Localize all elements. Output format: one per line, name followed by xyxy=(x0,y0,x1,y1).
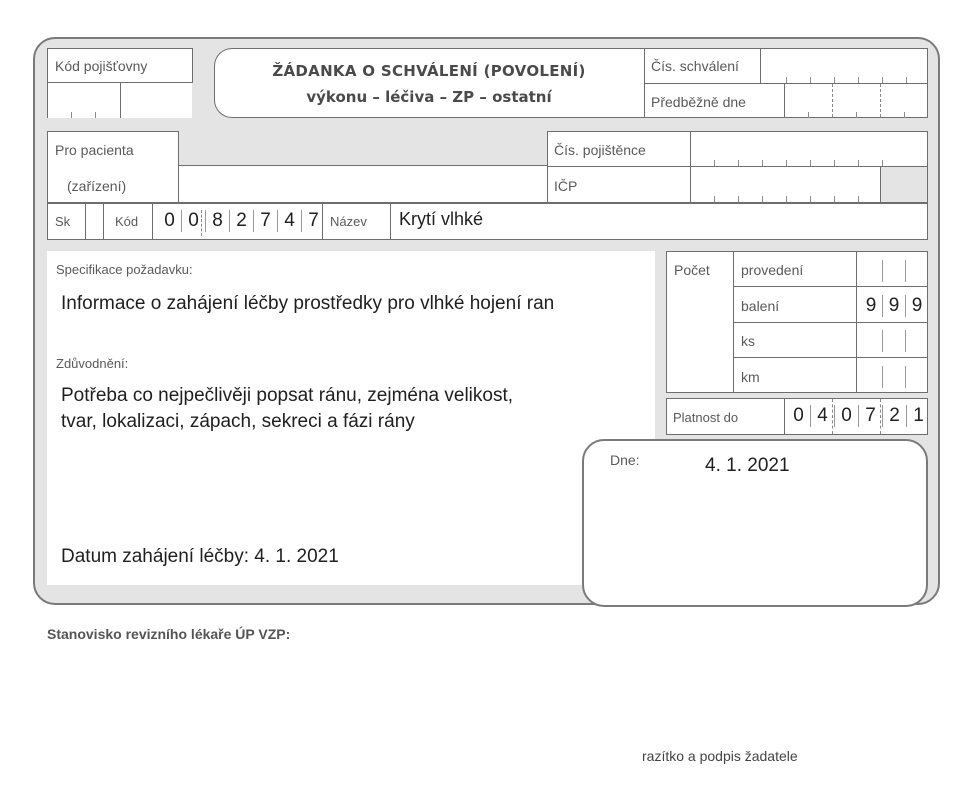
sk-label: Sk xyxy=(55,214,71,229)
digit-cell: 7 xyxy=(308,210,319,231)
for-patient-label: Pro pacienta xyxy=(55,142,134,158)
tick xyxy=(858,160,859,166)
code-label-edge xyxy=(152,203,153,240)
preliminary-days-label: Předběžně dne xyxy=(651,94,746,110)
tick xyxy=(786,160,787,166)
digit-cell: 9 xyxy=(911,295,923,316)
preliminary-cell-edge xyxy=(784,83,785,118)
tick xyxy=(810,196,811,202)
tick xyxy=(786,77,787,83)
tick xyxy=(834,160,835,166)
digit-cell xyxy=(906,260,928,282)
quantity-divider xyxy=(733,357,928,358)
quantity-row-digits xyxy=(860,295,928,317)
digit-cell: 0 xyxy=(158,210,182,232)
approval-cell-edge xyxy=(760,48,761,83)
digit-cell xyxy=(883,366,906,388)
digit-cell: 4 xyxy=(278,210,302,232)
approval-number-label: Čís. schválení xyxy=(651,58,739,74)
signature-label: razítko a podpis žadatele xyxy=(642,748,798,764)
tick xyxy=(810,160,811,166)
digit-cell: 7 xyxy=(859,405,883,427)
tick xyxy=(858,196,859,202)
date-separator xyxy=(832,399,833,434)
quantity-row-digits xyxy=(860,260,928,282)
tick xyxy=(834,77,835,83)
insured-cell-edge xyxy=(690,131,691,203)
date-label: Dne: xyxy=(610,452,640,468)
sk-cell-edge xyxy=(85,203,86,240)
digit-cell xyxy=(906,366,928,388)
form-title: ŽÁDANKA O SCHVÁLENÍ (POVOLENÍ) xyxy=(272,62,586,80)
tick xyxy=(762,160,763,166)
patient-divider xyxy=(178,165,547,166)
digit-cell: 9 xyxy=(883,295,906,317)
tick xyxy=(904,112,905,118)
tick xyxy=(738,196,739,202)
digit-cell: 7 xyxy=(254,210,278,232)
quantity-row-label: km xyxy=(741,369,760,385)
digit-cell xyxy=(906,330,928,352)
digit-cell: 0 xyxy=(835,405,859,427)
insurer-code-cell-edge xyxy=(120,82,121,118)
digit-cell xyxy=(860,366,883,388)
tick xyxy=(714,196,715,202)
digit-cell xyxy=(860,330,883,352)
sk-value-edge xyxy=(103,203,104,240)
icp-label: IČP xyxy=(554,178,578,194)
insured-divider xyxy=(547,166,928,167)
facility-label: (zařízení) xyxy=(67,178,127,194)
digit-cell: 0 xyxy=(787,405,811,427)
treatment-start-date: Datum zahájení léčby: 4. 1. 2021 xyxy=(61,546,339,567)
date-separator xyxy=(880,84,881,117)
count-label: Počet xyxy=(674,262,710,278)
tick xyxy=(808,112,809,118)
item-name-value[interactable]: Krytí vlhké xyxy=(399,209,484,229)
justification-line-1: Potřeba co nejpečlivěji popsat ránu, zejména velikost, xyxy=(61,385,514,406)
tick xyxy=(762,196,763,202)
valid-until-label: Platnost do xyxy=(673,410,739,425)
specification-text: Informace o zahájení léčby prostředky pro vlhké hojení ran xyxy=(61,293,555,314)
title-box xyxy=(214,48,644,118)
insured-number-label: Čís. pojištěnce xyxy=(554,142,646,158)
tick xyxy=(856,112,857,118)
quantity-divider xyxy=(733,286,928,287)
code-label: Kód xyxy=(115,214,139,229)
digit-cell: 8 xyxy=(206,210,230,232)
digit-cell: 4 xyxy=(811,405,835,427)
tick xyxy=(786,196,787,202)
specification-label: Specifikace požadavku: xyxy=(56,262,193,277)
date-separator xyxy=(880,399,881,434)
tick xyxy=(95,112,96,118)
valid-until-digits xyxy=(787,405,930,427)
tick xyxy=(858,77,859,83)
form-subtitle: výkonu – léčiva – ZP – ostatní xyxy=(306,88,552,106)
insurer-code-label: Kód pojišťovny xyxy=(55,58,148,74)
justification-line-2: tvar, lokalizaci, zápach, sekreci a fázi rány xyxy=(61,411,415,432)
icp-gap xyxy=(881,167,927,202)
valid-until-label-edge xyxy=(784,398,785,435)
digit-cell: 9 xyxy=(860,295,883,317)
digit-cell: 0 xyxy=(182,210,206,232)
digit-cell: 1 xyxy=(913,405,924,426)
digit-cell xyxy=(883,330,906,352)
digit-cell: 2 xyxy=(883,405,907,427)
digit-cell xyxy=(860,260,883,282)
reviewer-opinion-label: Stanovisko revizního lékaře ÚP VZP: xyxy=(47,626,291,642)
quantity-divider xyxy=(733,322,928,323)
tick xyxy=(906,77,907,83)
tick xyxy=(738,160,739,166)
tick xyxy=(71,112,72,118)
code-digits xyxy=(158,210,325,232)
digit-cell: 2 xyxy=(230,210,254,232)
date-value: 4. 1. 2021 xyxy=(705,455,790,476)
justification-label: Zdůvodnění: xyxy=(56,356,129,371)
insurer-code-edge xyxy=(192,48,193,83)
quantity-row-label: ks xyxy=(741,333,755,349)
code-separator xyxy=(201,210,202,236)
quantity-row-digits xyxy=(860,366,928,388)
tick xyxy=(714,160,715,166)
quantity-row-label: balení xyxy=(741,298,780,314)
tick xyxy=(882,77,883,83)
name-label-edge xyxy=(390,203,391,240)
date-separator xyxy=(832,84,833,117)
quantity-row-digits xyxy=(860,330,928,352)
approval-divider xyxy=(644,83,928,84)
patient-label-gap xyxy=(179,131,547,165)
tick xyxy=(834,196,835,202)
digit-cell xyxy=(883,260,906,282)
tick xyxy=(810,77,811,83)
name-label: Název xyxy=(330,214,367,229)
tick xyxy=(882,160,883,166)
quantity-row-label: provedení xyxy=(741,262,804,278)
